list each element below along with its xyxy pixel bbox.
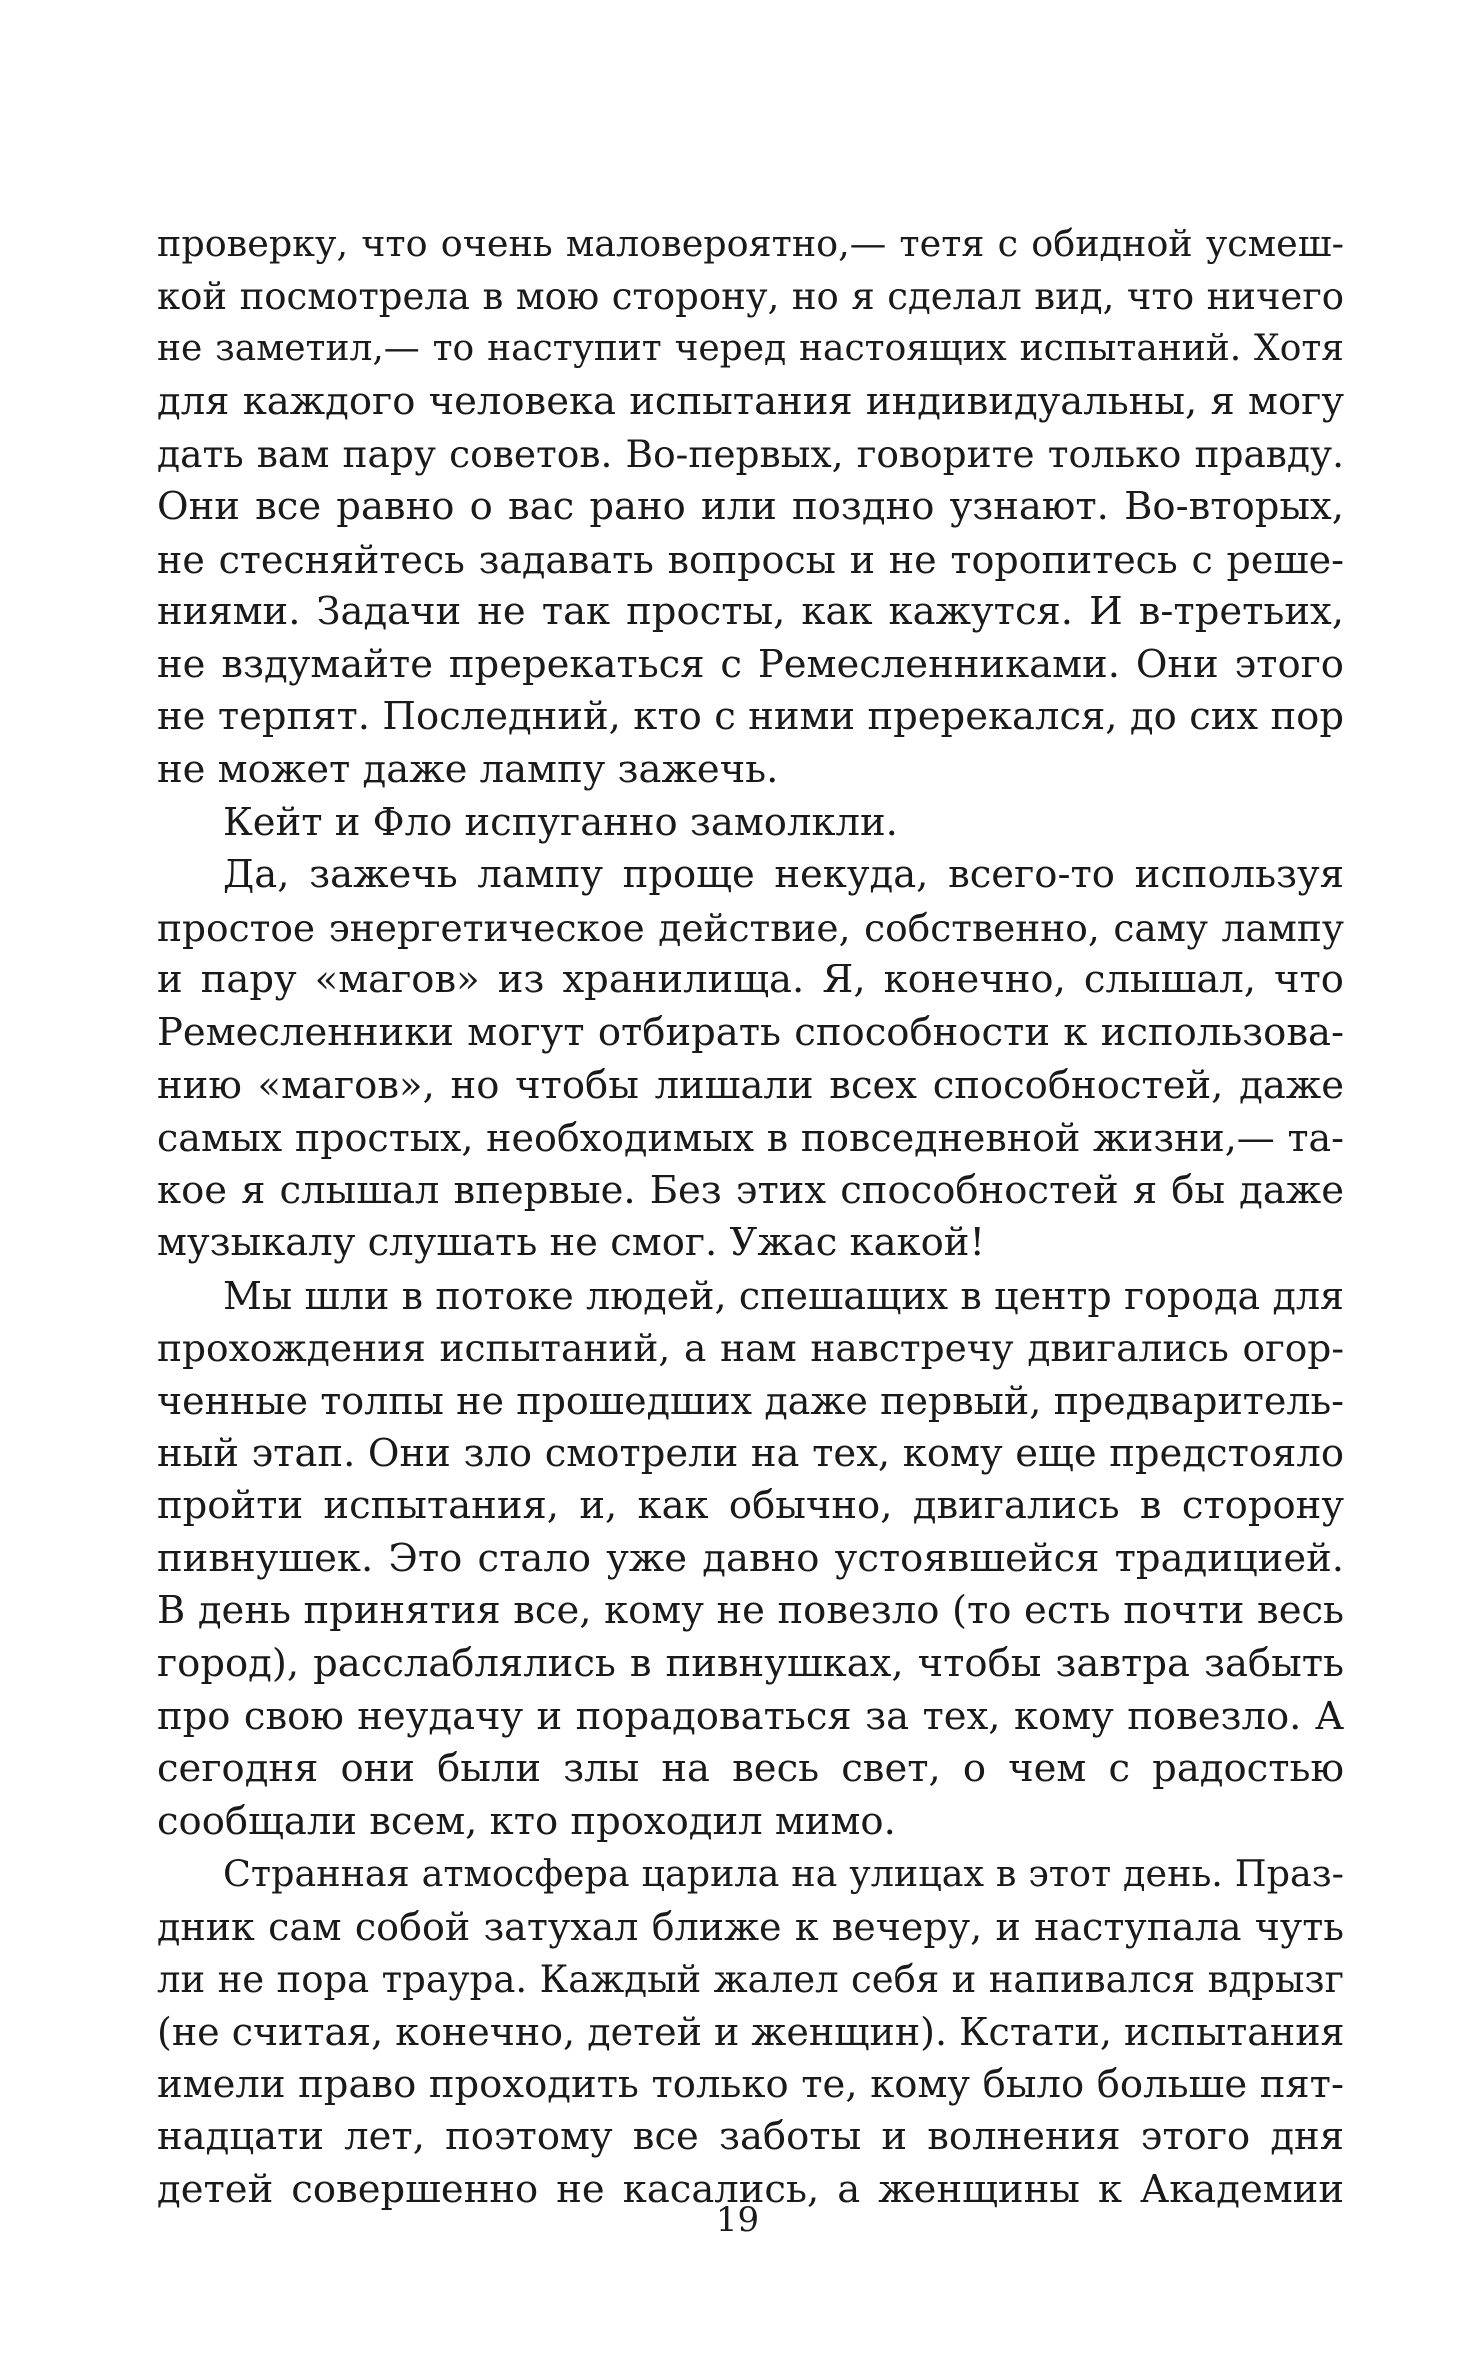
text-line: ный этап. Они зло смотрели на тех, кому еще предстояло: [157, 1430, 1344, 1476]
text-line: не вздумайте пререкаться с Ремесленниками. Они этого: [157, 641, 1344, 687]
text-line: прохождения испытаний, а нам навстречу двигались огор-: [157, 1326, 1344, 1371]
text-line: простое энергетическое действие, собственно, саму лампу: [157, 905, 1344, 950]
text-line: сообщали всем, кто проходил мимо.: [157, 1798, 896, 1844]
text-line: проверку, что очень маловероятно,— тетя с обидной усмеш-: [157, 222, 1344, 265]
text-line: Они все равно о вас рано или поздно узнают. Во-вторых,: [157, 483, 1344, 529]
text-line: пивнушек. Это стало уже давно устоявшейся традицией.: [157, 1535, 1344, 1581]
text-line: не может даже лампу зажечь.: [157, 746, 779, 792]
text-line: не заметил,— то наступит черед настоящих испытаний. Хотя: [157, 328, 1344, 370]
text-line: музыкалу слушать не смог. Ужас какой!: [157, 1220, 985, 1266]
text-line: про свою неудачу и порадоваться за тех, кому повезло. А: [157, 1693, 1344, 1739]
text-line: Мы шли в потоке людей, спешащих в центр города для: [223, 1273, 1344, 1318]
text-line: нию «магов», но чтобы лишали всех способностей, даже: [157, 1062, 1344, 1108]
text-line: не терпят. Последний, кто с ними пререкался, до сих пор: [157, 694, 1344, 740]
text-line: не стесняйтесь задавать вопросы и не торопитесь с реше-: [157, 537, 1344, 582]
text-line: кой посмотрела в мою сторону, но я сделал вид, что ничего: [157, 274, 1344, 318]
text-line: для каждого человека испытания индивидуальны, я могу: [157, 378, 1344, 424]
text-line: В день принятия все, кому не повезло (то есть почти весь: [157, 1588, 1344, 1634]
text-line: кое я слышал впервые. Без этих способностей я бы даже: [157, 1167, 1344, 1213]
text-line: сегодня они были злы на весь свет, о чем с радостью: [157, 1746, 1344, 1792]
text-line: самых простых, необходимых в повседневной жизни,— та-: [157, 1116, 1344, 1161]
text-line: дать вам пару советов. Во-первых, говорите только правду.: [157, 432, 1344, 477]
text-line: Странная атмосфера царила на улицах в этот день. Праз-: [223, 1852, 1344, 1896]
text-line: надцати лет, поэтому все заботы и волнения этого дня: [157, 2114, 1344, 2160]
text-line: дник сам собой затухал ближе к вечеру, и наступала чуть: [157, 1905, 1344, 1949]
text-line: ченные толпы не прошедших даже первый, предваритель-: [157, 1379, 1344, 1424]
text-line: пройти испытания, и, как обычно, двигались в сторону: [157, 1483, 1344, 1529]
text-line: Ремесленники могут отбирать способности к использова-: [157, 1009, 1344, 1055]
text-line: ниями. Задачи не так просты, как кажутся. И в-третьих,: [157, 589, 1344, 635]
text-line: детей совершенно не касались, а женщины к Академии: [157, 2166, 1344, 2212]
text-line: имели право проходить только те, кому было больше пят-: [157, 2061, 1344, 2107]
text-line: ли не пора траура. Каждый жалел себя и напивался вдрызг: [157, 1957, 1344, 2001]
text-line: (не считая, конечно, детей и женщин). Кстати, испытания: [157, 2010, 1345, 2055]
page-number: 19: [715, 2200, 760, 2240]
body-text: [157, 218, 1344, 2217]
text-line: Да, зажечь лампу проще некуда, всего-то используя: [223, 852, 1344, 898]
text-line: город), расслаблялись в пивнушках, чтобы завтра забыть: [157, 1641, 1344, 1687]
text-line: и пару «магов» из хранилища. Я, конечно, слышал, что: [157, 957, 1344, 1003]
text-line: Кейт и Фло испуганно замолкли.: [223, 799, 898, 845]
